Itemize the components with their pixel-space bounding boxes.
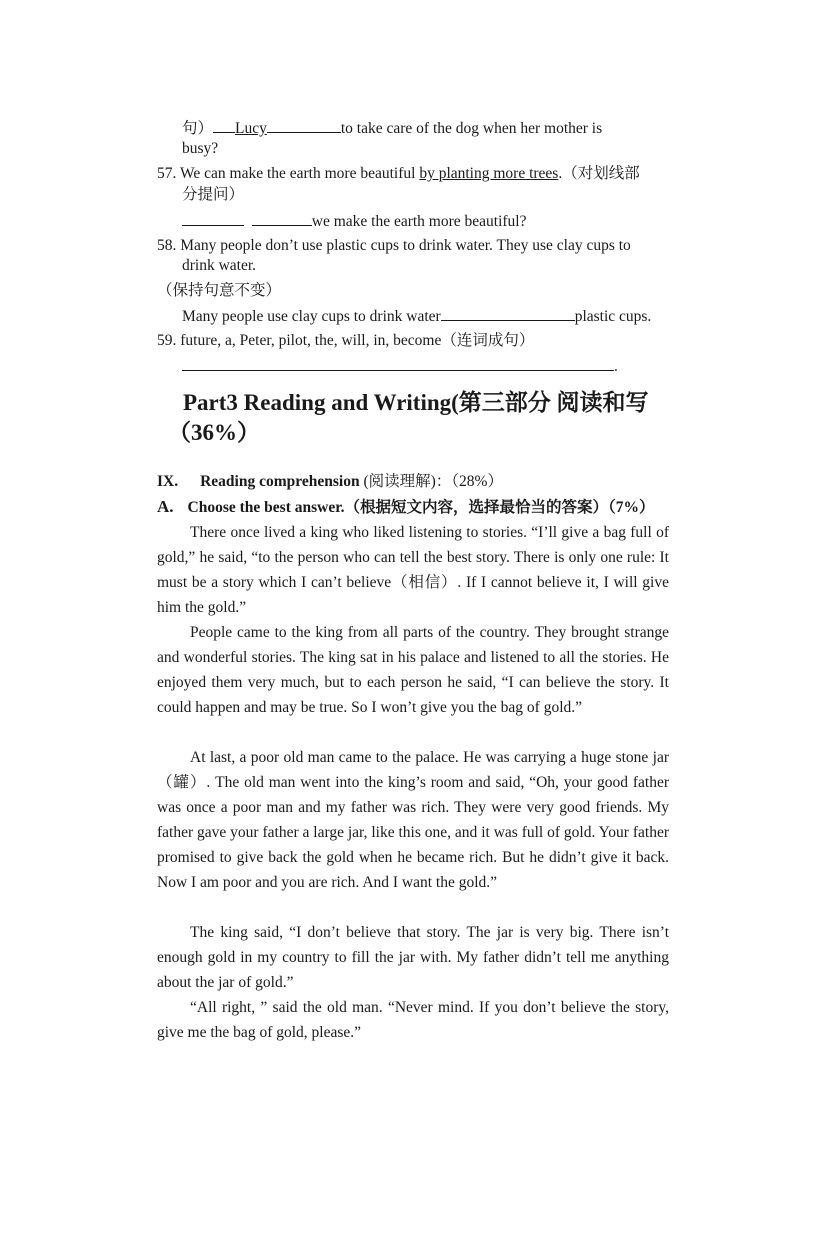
answer-blank[interactable]: [213, 118, 235, 133]
question-number: 59.: [157, 332, 177, 349]
q58-text: Many people don’t use plastic cups to drink water. They use clay cups to: [180, 237, 631, 254]
question-59-line1: [157, 331, 534, 351]
passage-paragraph: The king said, “I don’t believe that story. The jar is very big. There isn’t enough gold in my country to fill the jar with. My father didn’t tell me anything about the jar of gold.”: [157, 924, 669, 991]
section-a-heading: [157, 497, 655, 518]
question-59-answer: [182, 356, 618, 377]
section-title-cn: (阅读理解)：（28%）: [359, 473, 503, 490]
section-label: A.: [157, 497, 174, 516]
q58-answer-head: Many people use clay cups to drink water: [182, 308, 441, 325]
question-58-answer: [182, 306, 651, 327]
question-number: 58.: [157, 237, 177, 254]
question-56-line2: busy?: [182, 140, 219, 157]
answer-blank[interactable]: [267, 118, 341, 133]
q57-underlined-phrase: by planting more trees: [419, 165, 559, 182]
q57-answer-tail: we make the earth more beautiful?: [311, 213, 527, 230]
question-number: 57.: [157, 165, 177, 182]
section-title: Choose the best answer.: [187, 499, 345, 516]
answer-blank[interactable]: [182, 211, 244, 226]
passage-paragraph: “All right, ” said the old man. “Never mind. If you don’t believe the story, give me the bag of gold, please.”: [157, 999, 669, 1041]
question-58-note: （保持句意不变）: [157, 282, 282, 299]
q58-answer-tail: plastic cups.: [574, 308, 652, 325]
q57-text-b: .（对划线部: [558, 165, 640, 182]
section-title: Reading comprehension: [200, 473, 360, 490]
q57-text-a: We can make the earth more beautiful: [179, 165, 420, 182]
answer-blank[interactable]: [182, 356, 614, 371]
q59-end: .: [614, 358, 618, 375]
section-title-cn: （根据短文内容，选择最恰当的答案）（7%）: [344, 499, 655, 516]
answer-blank[interactable]: [441, 306, 575, 321]
q59-text: future, a, Peter, pilot, the, will, in, become（连词成句）: [180, 332, 535, 349]
answer-blank[interactable]: [252, 211, 312, 226]
passage-paragraph: People came to the king from all parts of the country. They brought strange and wonderful stories. The king sat in his palace and listened to all the stories. He enjoyed them very much, but to each person he said, “I can believe the story. It could happen and may be true. So I won’t give you the bag of gold.”: [157, 624, 669, 716]
q56-text: to take care of the dog when her mother is: [340, 120, 603, 137]
question-57-answer: [182, 211, 527, 232]
question-56-line1: [182, 118, 602, 139]
question-58-line1: [157, 236, 631, 256]
q56-name: Lucy: [235, 120, 267, 137]
part3-heading-line2: （36%）: [168, 420, 260, 445]
passage-paragraph: There once lived a king who liked listening to stories. “I’ll give a bag full of gold,” he said, “to the person who can tell the best story. There is only one rule: It must be a story which I can’t believe（相信）. If I cannot believe it, I will give him the gold.”: [157, 524, 669, 616]
passage-paragraph: At last, a poor old man came to the palace. He was carrying a huge stone jar（罐）. The old man went into the king’s room and said, “Oh, your good father was once a poor man and my father was rich. They were very good friends. My father gave your father a large jar, like this one, and it was full of gold. Your father promised to give back the gold when he became rich. But he didn’t give it back. Now I am poor and you are rich. And I want the gold.”: [157, 749, 669, 891]
question-57-line2: 分提问）: [182, 186, 245, 203]
q56-prefix: 句）: [182, 120, 214, 137]
section-ix-heading: [157, 472, 503, 492]
part3-heading-line1: Part3 Reading and Writing(第三部分 阅读和写: [183, 390, 649, 415]
section-label: IX.: [157, 473, 179, 490]
question-58-line2: drink water.: [182, 257, 257, 274]
question-57-line1: [157, 164, 640, 184]
